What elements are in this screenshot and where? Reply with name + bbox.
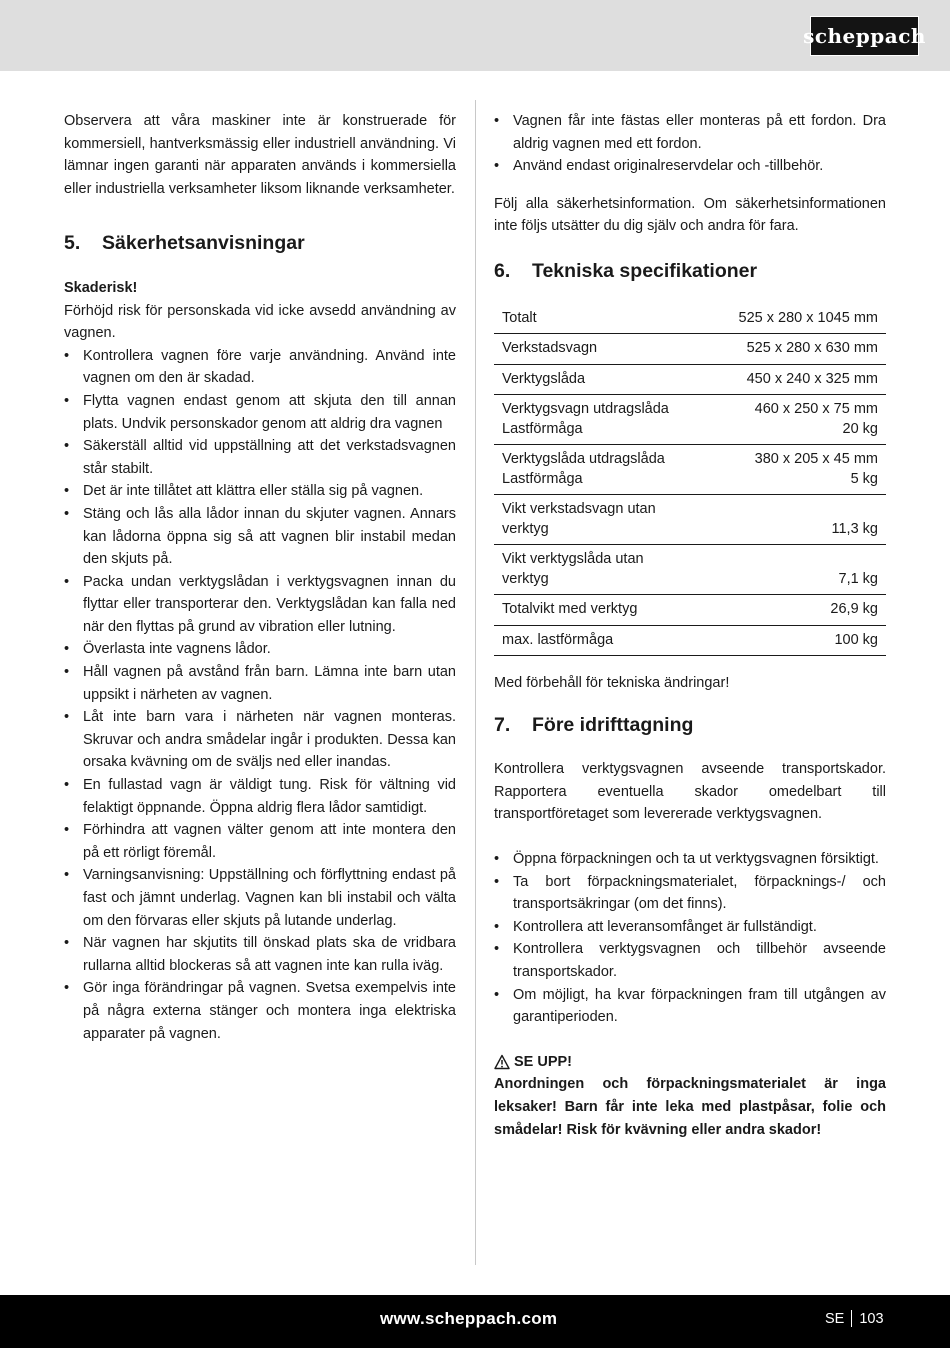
footer-bar [0, 1295, 950, 1348]
table-row [494, 545, 886, 595]
spec-label: Vikt verkstadsvagn utan [502, 501, 656, 518]
table-row [494, 304, 886, 334]
spec-value-sub: 5 kg [850, 470, 878, 487]
warning-triangle-icon [494, 1054, 510, 1070]
spec-label: Totalvikt med verktyg [502, 601, 638, 618]
list-item: • Kontrollera att leveransomfånget är fullständigt. [494, 916, 886, 939]
header-bar [0, 0, 950, 71]
section-5-title: Säkerhetsanvisningar [102, 232, 305, 255]
list-item: • Det är inte tillåtet att klättra eller ställa sig på vagnen. [64, 480, 456, 503]
page-info [825, 1310, 884, 1327]
list-item: • Kontrollera verktygsvagnen och tillbehör avseende transportskador. [494, 938, 886, 983]
spec-value: 525 x 280 x 630 mm [746, 340, 878, 357]
list-item: • Stäng och lås alla lådor innan du skjuter vagnen. Annars kan lådorna öppna sig så att vagnen blir instabil medan den skjuts på. [64, 503, 456, 571]
intro-paragraph: Observera att våra maskiner inte är konstruerade för kommersiell, hantverksmässig eller industriell användning. Vi lämnar ingen garanti när apparaten används i kommersiella eller industriella verksamheter liksom liknande verksamheter. [64, 113, 456, 197]
list-item: • Om möjligt, ha kvar förpackningen fram till utgången av garantiperioden. [494, 984, 886, 1029]
table-row [494, 334, 886, 365]
spec-label: max. lastförmåga [502, 631, 614, 648]
list-item: • Säkerställ alltid vid uppställning att det verkstadsvagnen står stabilt. [64, 435, 456, 480]
list-item: • Gör inga förändringar på vagnen. Svetsa exempelvis inte på några externa stänger och montera inga elektriska apparater på vagnen. [64, 977, 456, 1045]
spec-label: Verktygslåda utdragslåda [502, 451, 665, 468]
table-row [494, 625, 886, 656]
table-row [494, 395, 886, 445]
spec-label: Totalt [502, 309, 537, 326]
spec-value: 380 x 205 x 45 mm [754, 451, 878, 468]
spec-label-cell [494, 545, 725, 595]
list-item: • Packa undan verktygslådan i verktygsvagnen innan du flyttar eller transporterar den. Verktygslådan kan falla ned när den flyttas på grund av vibration eller lutning. [64, 571, 456, 639]
table-row [494, 445, 886, 495]
spec-value-cell [725, 445, 886, 495]
spec-label-cell [494, 495, 725, 545]
spec-label: Verktygsvagn utdragslåda [502, 401, 669, 418]
list-item: • Vagnen får inte fästas eller monteras på ett fordon. Dra aldrig vagnen med ett fordon. [494, 110, 886, 155]
left-column [64, 110, 456, 1045]
table-row [494, 364, 886, 395]
list-item: • Överlasta inte vagnens lådor. [64, 638, 456, 661]
spec-label-cell [494, 595, 725, 626]
spec-value-sub: 11,3 kg [831, 520, 878, 537]
spec-label-sub: verktyg [502, 520, 549, 537]
list-item: • Kontrollera vagnen före varje användning. Använd inte vagnen om den är skadad. [64, 345, 456, 390]
section-7-title: Före idrifttagning [532, 713, 694, 736]
spec-table [494, 304, 886, 657]
spec-value: 525 x 280 x 1045 mm [738, 309, 878, 326]
section-6-number: 6. [494, 259, 511, 282]
list-item: • Ta bort förpackningsmaterialet, förpacknings-/ och transportsäkringar (om det finns). [494, 871, 886, 916]
spec-value: 100 kg [834, 631, 878, 648]
spec-value-cell [725, 545, 886, 595]
spec-value: 450 x 240 x 325 mm [746, 370, 878, 387]
column-divider [475, 100, 476, 1265]
spec-value-sub: 20 kg [842, 420, 878, 437]
spec-label-cell [494, 395, 725, 445]
spec-value-cell [725, 495, 886, 545]
spec-label-cell [494, 625, 725, 656]
check-paragraph: Kontrollera verktygsvagnen avseende transportskador. Rapportera eventuella skador omedelbart till transportföretaget som levererade verktygsvagnen. [494, 761, 886, 823]
spec-label-cell [494, 334, 725, 365]
section-5-number: 5. [64, 232, 81, 255]
list-item: • Använd endast originalreservdelar och -tillbehör. [494, 155, 886, 178]
list-item: • En fullastad vagn är väldigt tung. Risk för vältning vid felaktigt öppnande. Öppna aldrig flera lådor samtidigt. [64, 774, 456, 819]
spec-value-cell [725, 364, 886, 395]
table-row [494, 595, 886, 626]
spec-label-cell [494, 304, 725, 334]
list-item: • Låt inte barn vara i närheten när vagnen monteras. Skruvar och andra smådelar ingår i produkten. Dessa kan orsaka kvävning om de sväljs ned eller inandas. [64, 706, 456, 774]
spec-label: Vikt verktygslåda utan [502, 551, 644, 568]
section-7-heading [494, 714, 886, 737]
list-item: • Håll vagnen på avstånd från barn. Lämna inte barn utan uppsikt i närheten av vagnen. [64, 661, 456, 706]
page-separator [851, 1310, 852, 1327]
spec-label-sub: Lastförmåga [502, 420, 583, 437]
spec-label: Verktygslåda [502, 370, 586, 387]
spec-label-cell [494, 445, 725, 495]
warning-title: SE UPP! [514, 1053, 573, 1070]
vehicle-bullet-list [494, 110, 886, 178]
spec-value-cell [725, 625, 886, 656]
risk-title: Skaderisk! [64, 279, 138, 296]
list-item: • Öppna förpackningen och ta ut verktygsvagnen försiktigt. [494, 848, 886, 871]
list-item: • Förhindra att vagnen välter genom att inte montera den på ett rörligt föremål. [64, 819, 456, 864]
table-row [494, 495, 886, 545]
risk-text: Förhöjd risk för personskada vid icke avsedd användning av vagnen. [64, 302, 456, 342]
section-6-heading [494, 260, 886, 283]
spec-value-cell [725, 595, 886, 626]
list-item: • Flytta vagnen endast genom att skjuta den till annan plats. Undvik personskador genom att aldrig dra vagnen [64, 390, 456, 435]
safety-bullet-list [64, 345, 456, 1045]
spec-value: 460 x 250 x 75 mm [754, 401, 878, 418]
section-6-title: Tekniska specifikationer [532, 259, 758, 282]
brand-logo: scheppach [810, 16, 919, 56]
right-column [494, 110, 886, 1141]
spec-value-cell [725, 395, 886, 445]
warning-text: Anordningen och förpackningsmaterialet är inga leksaker! Barn får inte leka med plastpåsar, folie och smådelar! Risk för kvävning eller andra skador! [494, 1076, 886, 1138]
list-item: • Varningsanvisning: Uppställning och förflyttning endast på fast och jämnt underlag. Vagnen kan bli instabil och välta om den förvaras eller skjuts på lutande underlag. [64, 864, 456, 932]
website-url: www.scheppach.com [380, 1309, 558, 1328]
spec-label-sub: Lastförmåga [502, 470, 583, 487]
language-code: SE [825, 1310, 845, 1327]
warning-heading [494, 1051, 886, 1074]
page-number: 103 [859, 1310, 884, 1327]
spec-value-cell [725, 334, 886, 365]
safety-note: Följ alla säkerhetsinformation. Om säkerhetsinformationen inte följs utsätter du dig själv och andra för fara. [494, 195, 886, 235]
section-5-heading [64, 232, 456, 255]
spec-label: Verkstadsvagn [502, 340, 598, 357]
spec-value-sub: 7,1 kg [838, 570, 878, 587]
spec-label-cell [494, 364, 725, 395]
spec-value-cell [725, 304, 886, 334]
unpacking-bullet-list [494, 848, 886, 1029]
section-7-number: 7. [494, 713, 511, 736]
list-item: • När vagnen har skjutits till önskad plats ska de vridbara rullarna alltid blockeras så att vagnen inte kan rulla iväg. [64, 932, 456, 977]
spec-label-sub: verktyg [502, 570, 549, 587]
reservation-note: Med förbehåll för tekniska ändringar! [494, 675, 730, 692]
spec-value: 26,9 kg [830, 601, 878, 618]
